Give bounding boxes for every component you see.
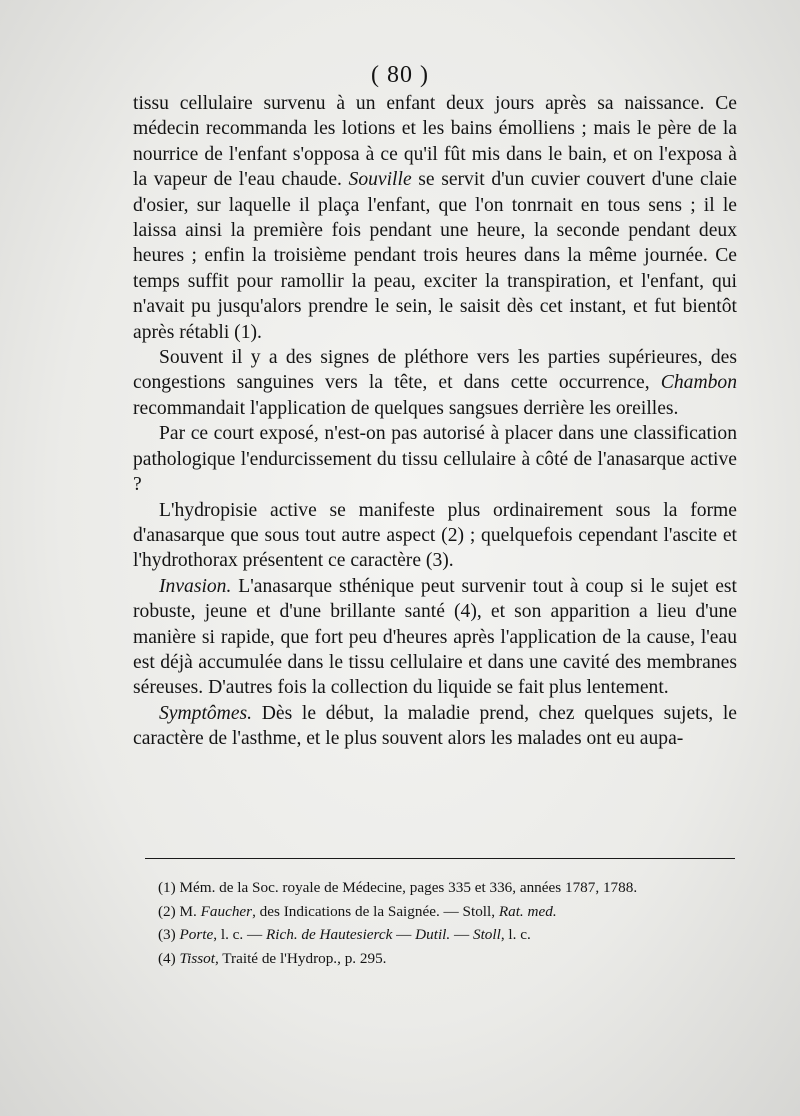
text-run: , l. c. — [213,926,266,943]
text-run: , des Indications de la Saignée. — Stoll, [252,902,499,920]
text-run: — [392,926,416,943]
footnote-3 [158,923,738,947]
italic-text: Rich. de Hautesierck [266,926,393,943]
text-run: L'hydropisie active se manifeste plus ordinairement sous la forme d'anasarque que sous tout autre aspect (2) ; quelquefois cependant l'ascite et l'hydrothorax présentent ce caractère (3). [133,499,737,572]
italic-text: Symptômes. [159,702,253,724]
paragraph-classification [133,421,737,497]
italic-text: Rat. med. [498,902,557,920]
italic-text: Faucher [200,902,253,920]
text-run: Souvent il y a des signes de pléthore vers les parties supérieures, des congestions sanguines vers la tête, et dans cette occurrence, [133,347,737,394]
text-run: tissu cellulaire survenu à un enfant deux jours après sa naissance. Ce médecin recommanda les lotions et les bains émolliens ; mais le père de la nourrice de l'enfant s'opposa à ce qu'il fût mis dans le bain, et on l'exposa à la vapeur de l'eau chaude. [133,93,737,191]
paragraph-continuation [133,91,737,345]
paragraph-hydropisie [133,498,737,574]
italic-text: Invasion. [159,575,232,597]
text-run: Dès le début, la maladie prend, chez quelques sujets, le caractère de l'asthme, et le plus souvent alors les malades ont eu aupa- [133,702,737,750]
text-run: (4) [158,949,180,967]
text-run: L'anasarque sthénique peut survenir tout à coup si le sujet est robuste, jeune et d'une brillante santé (4), et son apparition a lieu d'une manière si rapide, que fort peu d'heures après l'application de la cause, l'eau est déjà accumulée dans le tissu cellulaire et dans une cavité des membranes séreuses. D'autres fois la collection du liquide se fait plus lentement. [133,575,737,699]
page-number: ( 80 ) [371,62,429,88]
paragraph-symptomes [133,701,737,752]
footnote-4 [158,947,738,971]
text-run: , Traité de l'Hydrop., p. 295. [214,949,387,967]
text-run: (2) M. [158,902,201,920]
text-run: (3) [158,926,180,943]
text-run: Par ce court exposé, n'est-on pas autorisé à placer dans une classification pathologique l'endurcissement du tissu cellulaire à côté de l'anasarque active ? [133,423,737,496]
footnotes [158,876,738,970]
italic-text: Dutil. [415,926,451,943]
text-run: se servit d'un cuvier couvert d'une claie d'osier, sur laquelle il plaça l'enfant, que l'on tonrnait en tous sens ; il le laissa ainsi la première fois pendant une heure, la seconde pendant deux heures ; enfin la troisième pendant trois heures dans la même journée. Ce temps suffit pour ramollir la peau, exciter la transpiration, et l'enfant, qui n'avait pu jusqu'alors prendre le sein, le saisit dès cet instant, et fut bientôt après rétabli (1). [133,169,737,343]
italic-text: Souville [348,169,412,191]
italic-text: Porte [179,926,214,943]
text-run: , l. c. [500,926,531,943]
italic-text: Chambon [660,372,737,394]
footnote-divider [145,858,735,859]
paragraph-chambon [133,345,737,421]
footnote-2 [158,900,738,924]
italic-text: Tissot [179,949,215,967]
text-run: (1) Mém. de la Soc. royale de Médecine, pages 335 et 336, années 1787, 1788. [158,879,638,896]
text-run: recommandait l'application de quelques sangsues derrière les oreilles. [133,397,679,419]
italic-text: Stoll [472,926,501,943]
text-run: — [450,926,473,943]
footnote-1 [158,876,738,900]
paragraph-invasion [133,574,737,701]
body-text [133,91,737,752]
